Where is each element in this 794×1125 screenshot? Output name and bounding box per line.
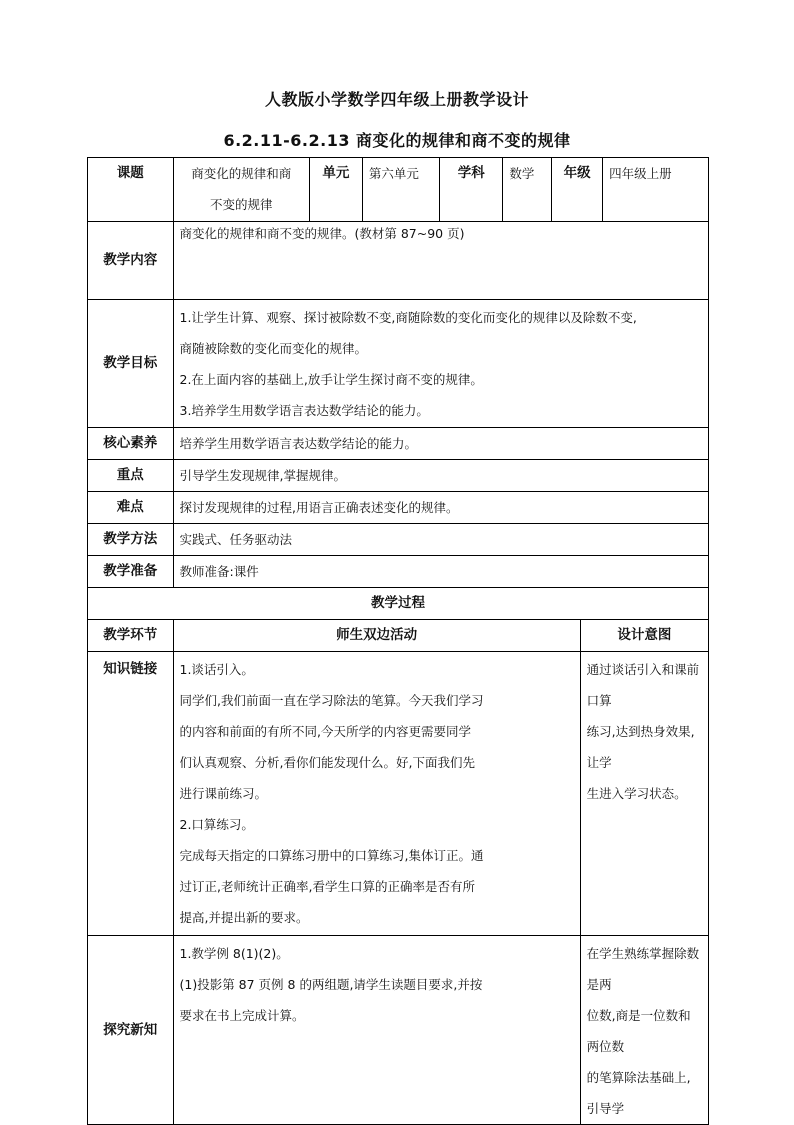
- activity-line: 的内容和前面的有所不同,今天所学的内容更需要同学: [179, 724, 471, 739]
- literacy-row: [88, 428, 709, 460]
- stage-label: 探究新知: [88, 936, 174, 1125]
- activity-line: 完成每天指定的口算练习册中的口算练习,集体订正。通: [179, 848, 484, 863]
- intent-line: 位数,商是一位数和两位数: [586, 1008, 691, 1054]
- grade-value: 四年级上册: [603, 158, 709, 222]
- document-subtitle: 6.2.11-6.2.13 商变化的规律和商不变的规律: [223, 131, 571, 150]
- topic-value: [173, 158, 309, 222]
- activity-line: 进行课前练习。: [179, 786, 268, 801]
- activity-line: 1.教学例 8(1)(2)。: [179, 946, 289, 961]
- stage-column-header: 教学环节: [88, 620, 174, 652]
- intent-line: 生进入学习状态。: [586, 786, 687, 801]
- activity-column-header: 师生双边活动: [173, 620, 580, 652]
- preparation-value: 教师准备:课件: [173, 556, 709, 588]
- preparation-label: 教学准备: [88, 556, 174, 588]
- method-value: 实践式、任务驱动法: [173, 524, 709, 556]
- stage-activity: [173, 936, 580, 1125]
- content-value: 商变化的规律和商不变的规律。(教材第 87~90 页): [173, 222, 709, 300]
- literacy-value: 培养学生用数学语言表达数学结论的能力。: [173, 428, 709, 460]
- objectives-list: [173, 300, 709, 428]
- stage-row: [88, 652, 709, 936]
- activity-line: 过订正,老师统计正确率,看学生口算的正确率是否有所: [179, 879, 475, 894]
- stage-intent: [580, 652, 708, 936]
- unit-value: 第六单元: [362, 158, 439, 222]
- difficulty-value: 探讨发现规律的过程,用语言正确表述变化的规律。: [173, 492, 709, 524]
- content-label: 教学内容: [88, 222, 174, 300]
- objectives-label: 教学目标: [88, 300, 174, 428]
- activity-line: 同学们,我们前面一直在学习除法的笔算。今天我们学习: [179, 693, 484, 708]
- stage-row: [88, 936, 709, 1125]
- content-row: [88, 222, 709, 300]
- difficulty-label: 难点: [88, 492, 174, 524]
- objective-line: 2.在上面内容的基础上,放手让学生探讨商不变的规律。: [179, 372, 483, 387]
- objective-line: 3.培养学生用数学语言表达数学结论的能力。: [179, 403, 429, 418]
- process-heading: 教学过程: [88, 588, 709, 620]
- info-row: [88, 158, 709, 222]
- intent-line: 在学生熟练掌握除数是两: [586, 946, 700, 992]
- intent-line: 练习,达到热身效果,让学: [586, 724, 695, 770]
- key-point-row: [88, 460, 709, 492]
- stage-intent: [580, 936, 708, 1125]
- document-title: 人教版小学数学四年级上册教学设计: [264, 90, 529, 109]
- intent-column-header: 设计意图: [580, 620, 708, 652]
- subject-label: 学科: [440, 158, 503, 222]
- key-point-value: 引导学生发现规律,掌握规律。: [173, 460, 709, 492]
- stage-activity: [173, 652, 580, 936]
- subject-value: 数学: [503, 158, 552, 222]
- activity-line: 2.口算练习。: [179, 817, 254, 832]
- objective-line: 商随被除数的变化而变化的规律。: [179, 341, 368, 356]
- difficulty-row: [88, 492, 709, 524]
- topic-line-2: 不变的规律: [209, 197, 273, 212]
- lesson-plan-table: [87, 157, 709, 1125]
- method-label: 教学方法: [88, 524, 174, 556]
- objective-line: 1.让学生计算、观察、探讨被除数不变,商随除数的变化而变化的规律以及除数不变,: [179, 310, 637, 325]
- key-point-label: 重点: [88, 460, 174, 492]
- activity-line: 1.谈话引入。: [179, 662, 254, 677]
- intent-line: 通过谈话引入和课前口算: [586, 662, 700, 708]
- process-header-row: [88, 620, 709, 652]
- topic-line-1: 商变化的规律和商: [191, 166, 292, 181]
- activity-line: 们认真观察、分析,看你们能发现什么。好,下面我们先: [179, 755, 475, 770]
- stage-label: 知识链接: [88, 652, 174, 936]
- literacy-label: 核心素养: [88, 428, 174, 460]
- activity-line: 要求在书上完成计算。: [179, 1008, 305, 1023]
- preparation-row: [88, 556, 709, 588]
- topic-label: 课题: [88, 158, 174, 222]
- objectives-row: [88, 300, 709, 428]
- method-row: [88, 524, 709, 556]
- activity-line: 提高,并提出新的要求。: [179, 910, 309, 925]
- activity-line: (1)投影第 87 页例 8 的两组题,请学生读题目要求,并按: [179, 977, 483, 992]
- process-heading-row: [88, 588, 709, 620]
- intent-line: 的笔算除法基础上,引导学: [586, 1070, 691, 1116]
- unit-label: 单元: [309, 158, 362, 222]
- grade-label: 年级: [552, 158, 603, 222]
